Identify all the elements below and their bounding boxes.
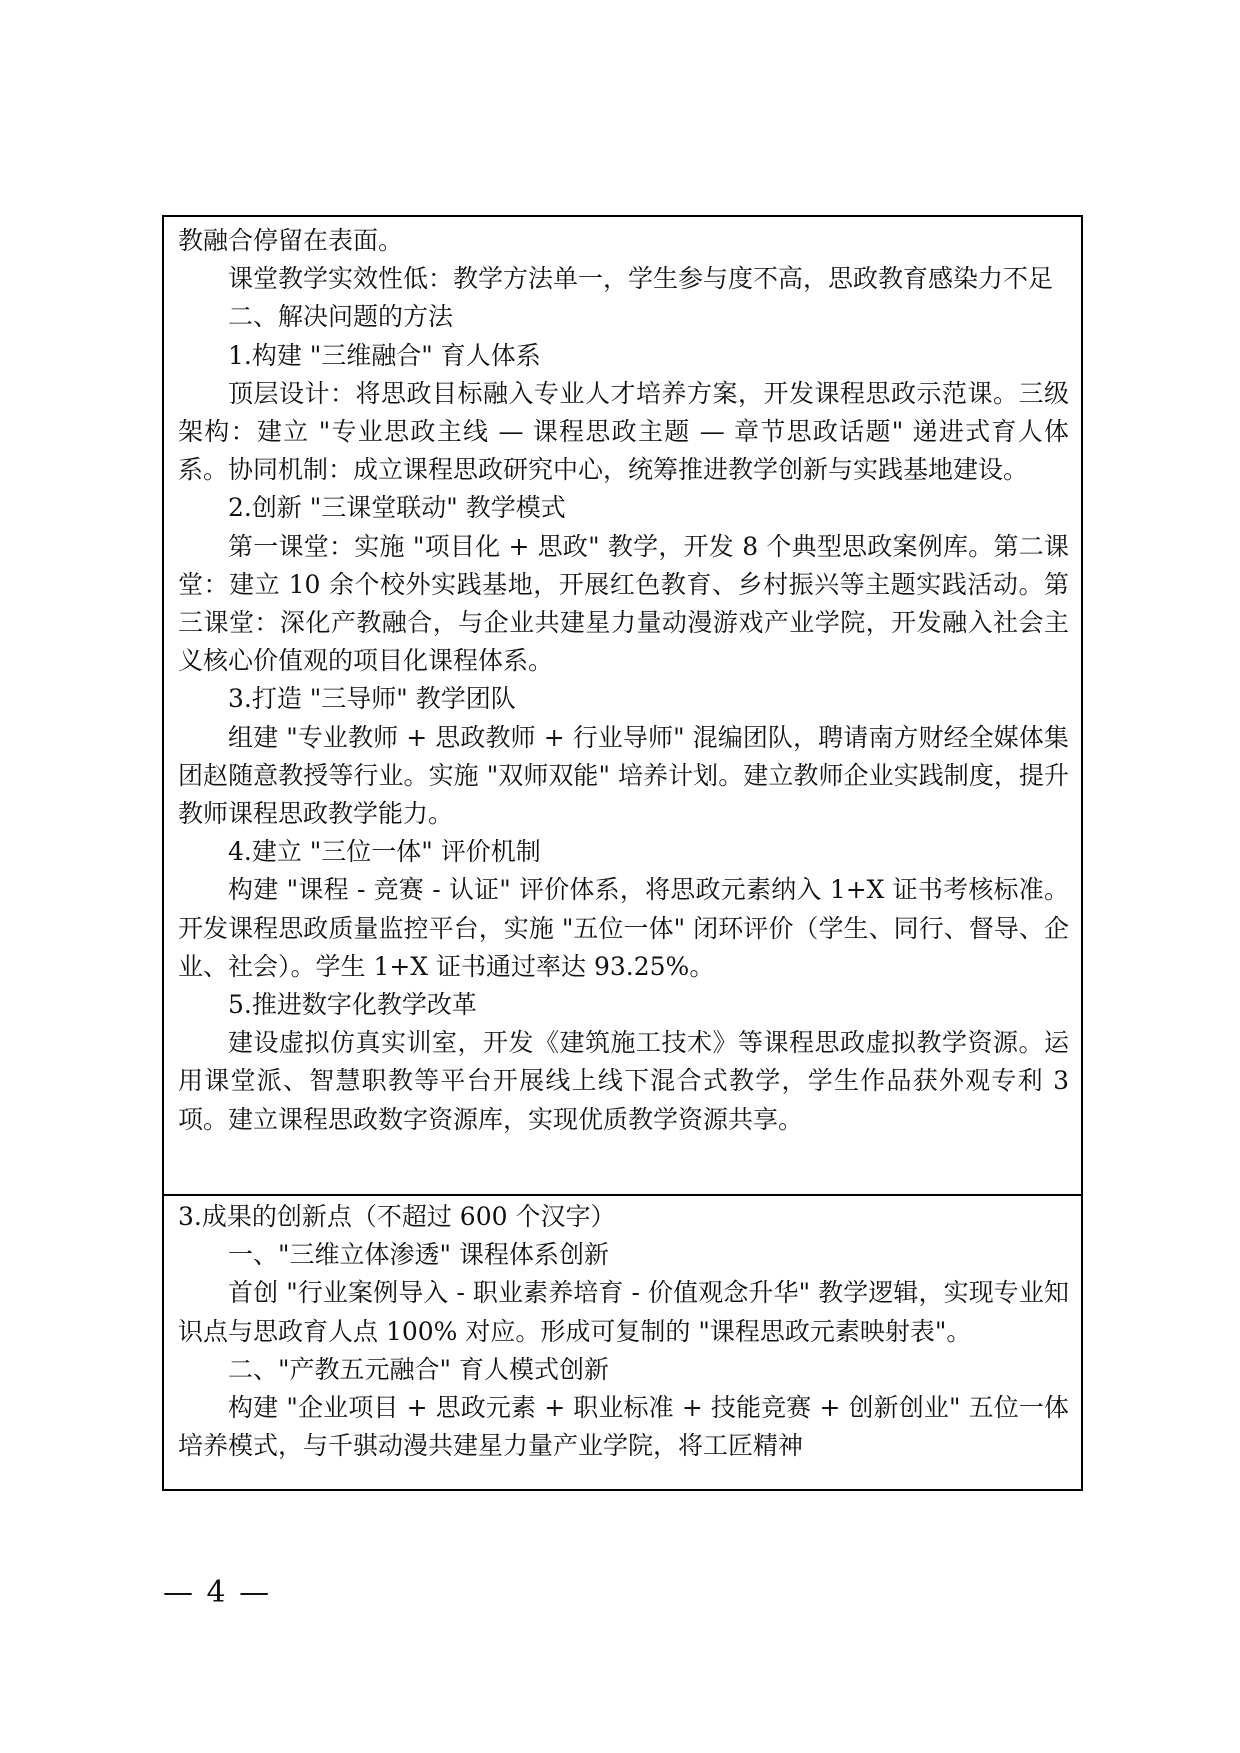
section-heading: 一、"三维立体渗透" 课程体系创新 <box>228 1240 609 1270</box>
section-heading: 二、解决问题的方法 <box>228 302 454 332</box>
paragraph: 建设虚拟仿真实训室，开发《建筑施工技术》等课程思政虚拟教学资源。运用课堂派、智慧职教等平台开展线上线下混合式教学，学生作品获外观专利 3 项。建立课程思政数字资源库，实现优质教学资源共享。 <box>178 1028 1069 1134</box>
subsection-heading: 2.创新 "三课堂联动" 教学模式 <box>228 493 566 523</box>
content-table <box>162 215 1083 1491</box>
paragraph: 首创 "行业案例导入 - 职业素养培育 - 价值观念升华" 教学逻辑，实现专业知识点与思政育人点 100% 对应。形成可复制的 "课程思政元素映射表"。 <box>178 1278 1069 1346</box>
cell-heading: 3.成果的创新点（不超过 600 个汉字） <box>178 1202 616 1231</box>
paragraph: 顶层设计：将思政目标融入专业人才培养方案，开发课程思政示范课。三级架构：建立 "专业思政主线 — 课程思政主题 — 章节思政话题" 递进式育人体系。协同机制：成立课程思政研究中心，统筹推进教学创新与实践基地建设。 <box>178 378 1069 485</box>
paragraph: 组建 "专业教师 + 思政教师 + 行业导师" 混编团队，聘请南方财经全媒体集团赵随意教授等行业。实施 "双师双能" 培养计划。建立教师企业实践制度，提升教师课程思政教学能力。 <box>178 722 1069 829</box>
subsection-heading: 5.推进数字化教学改革 <box>228 990 477 1020</box>
page-number: — 4 — <box>163 1575 272 1610</box>
paragraph: 第一课堂：实施 "项目化 + 思政" 教学，开发 8 个典型思政案例库。第二课堂：建立 10 余个校外实践基地，开展红色教育、乡村振兴等主题实践活动。第三课堂：深化产教融合，与企业共建星力量动漫游戏产业学院，开发融入社会主义核心价值观的项目化课程体系。 <box>178 531 1069 676</box>
paragraph: 教融合停留在表面。 <box>178 226 404 255</box>
table-cell-methods <box>164 217 1081 1194</box>
subsection-heading: 4.建立 "三位一体" 评价机制 <box>228 837 541 867</box>
subsection-heading: 3.打造 "三导师" 教学团队 <box>228 684 516 714</box>
paragraph: 构建 "课程 - 竞赛 - 认证" 评价体系，将思政元素纳入 1+X 证书考核标准。开发课程思政质量监控平台，实施 "五位一体" 闭环评价（学生、同行、督导、企业、社会）。学生 1+X 证书通过率达 93.25%。 <box>178 875 1069 981</box>
subsection-heading: 1.构建 "三维融合" 育人体系 <box>228 340 541 370</box>
section-heading: 二、"产教五元融合" 育人模式创新 <box>228 1354 609 1384</box>
table-cell-innovations <box>164 1194 1081 1489</box>
paragraph: 课堂教学实效性低：教学方法单一，学生参与度不高，思政教育感染力不足 <box>228 264 1054 294</box>
paragraph: 构建 "企业项目 + 思政元素 + 职业标准 + 技能竞赛 + 创新创业" 五位一体培养模式，与千骐动漫共建星力量产业学院，将工匠精神 <box>178 1393 1069 1461</box>
